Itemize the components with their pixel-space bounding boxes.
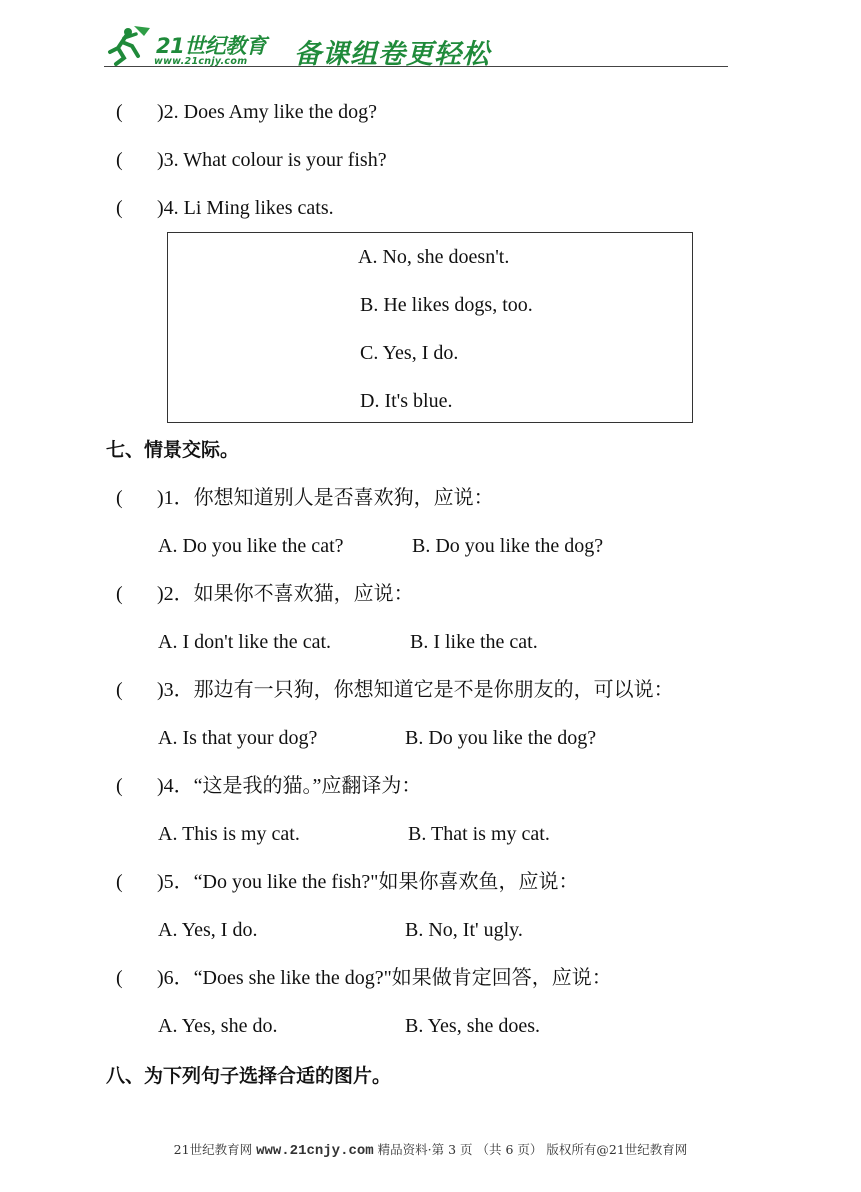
question-text: )3．那边有一只狗，你想知道它是不是你朋友的，可以说：: [157, 679, 674, 701]
footer-left: 21世纪教育网: [173, 1142, 253, 1157]
match-question: )3. What colour is your fish?: [157, 149, 387, 171]
answer-option: D. It's blue.: [360, 390, 453, 412]
answer-blank[interactable]: (: [116, 679, 123, 701]
option-b: B. Do you like the dog?: [405, 727, 597, 749]
answer-blank[interactable]: (: [116, 871, 123, 893]
option-b: B. That is my cat.: [408, 823, 550, 845]
option-a: A. Is that your dog?: [158, 727, 318, 749]
match-question: )2. Does Amy like the dog?: [157, 101, 377, 123]
answer-option: C. Yes, I do.: [360, 342, 459, 364]
option-a: A. I don't like the cat.: [158, 631, 331, 653]
option-a: A. This is my cat.: [158, 823, 300, 845]
footer-site-link[interactable]: www.21cnjy.com: [256, 1143, 374, 1159]
option-b: B. Yes, she does.: [405, 1015, 541, 1037]
running-man-logo-icon: [104, 22, 154, 66]
match-question: )4. Li Ming likes cats.: [157, 197, 334, 219]
option-b: B. Do you like the dog?: [412, 535, 604, 557]
option-b: B. I like the cat.: [410, 631, 538, 653]
answer-blank[interactable]: (: [116, 967, 123, 989]
answer-blank[interactable]: (: [116, 197, 123, 219]
answer-blank[interactable]: (: [116, 149, 123, 171]
answer-blank[interactable]: (: [116, 101, 123, 123]
answer-blank[interactable]: (: [116, 487, 123, 509]
answer-option: B. He likes dogs, too.: [360, 294, 533, 316]
brand-name: 21世纪教育: [156, 34, 267, 58]
header-divider: [104, 66, 728, 67]
answer-blank[interactable]: (: [116, 583, 123, 605]
question-text: )1．你想知道别人是否喜欢狗，应说：: [157, 487, 494, 509]
question-text: )2．如果你不喜欢猫，应说：: [157, 583, 414, 605]
question-text: )4．“这是我的猫。”应翻译为：: [157, 775, 422, 797]
question-text: )5．“Do you like the fish?"如果你喜欢鱼，应说：: [157, 871, 579, 893]
brand-url: www.21cnjy.com: [154, 56, 248, 67]
option-a: A. Yes, I do.: [158, 919, 258, 941]
header-slogan: 备课组卷更轻松: [294, 39, 490, 70]
footer-right: 精品资料·第 3 页 （共 6 页） 版权所有@21世纪教育网: [377, 1142, 688, 1157]
option-b: B. No, It' ugly.: [405, 919, 523, 941]
page-header: [104, 22, 728, 70]
page-footer: [0, 1140, 861, 1159]
option-a: A. Do you like the cat?: [158, 535, 344, 557]
section-heading: 七、情景交际。: [106, 439, 240, 461]
answer-blank[interactable]: (: [116, 775, 123, 797]
section-heading: 八、为下列句子选择合适的图片。: [106, 1065, 392, 1087]
answer-option: A. No, she doesn't.: [358, 246, 510, 268]
option-a: A. Yes, she do.: [158, 1015, 278, 1037]
question-text: )6．“Does she like the dog?"如果做肯定回答，应说：: [157, 967, 612, 989]
